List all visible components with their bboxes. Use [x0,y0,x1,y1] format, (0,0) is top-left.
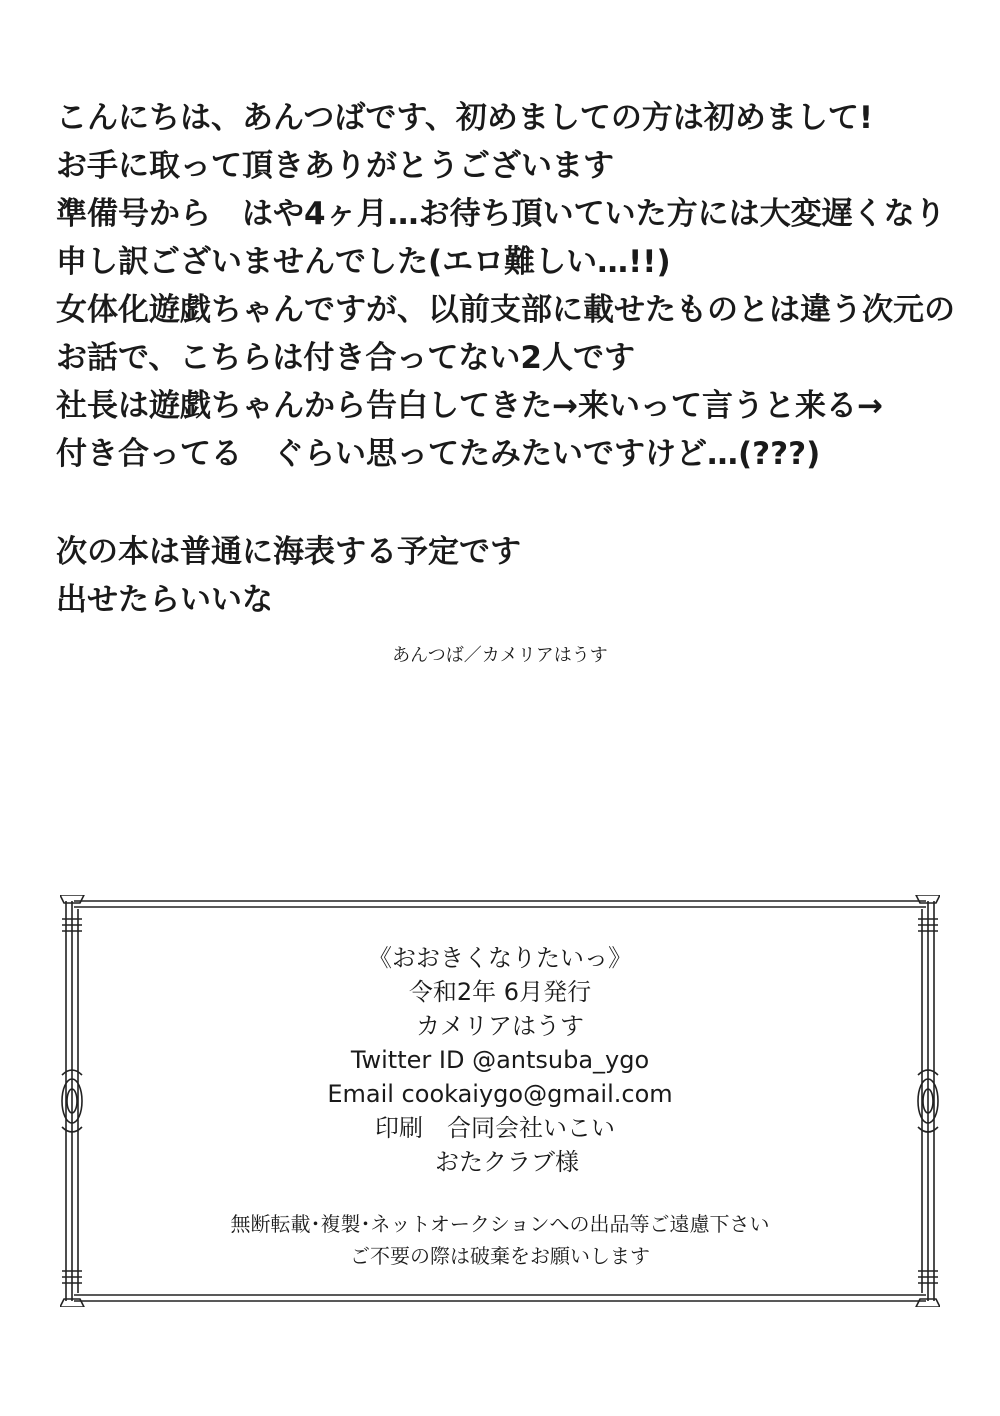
afterword [56,94,955,624]
afterword-closing-line: 出せたらいいな [56,582,273,618]
paragraph-gap [56,478,936,528]
afterword-line: 申し訳ございませんでした(エロ難しい…!!) [56,244,671,280]
afterword-line: 女体化遊戯ちゃんですが、以前支部に載せたものとは違う次元の [56,292,955,328]
afterword-line: お手に取って頂きありがとうございます [56,148,614,184]
afterword-line: こんにちは、あんつばです、初めましての方は初めまして! [56,100,874,136]
disposal-notice: ご不要の際は破棄をお願いします [350,1244,650,1268]
twitter-id: Twitter ID @antsuba_ygo [350,1046,650,1074]
email-address: Email cookaiygo@gmail.com [327,1080,673,1108]
afterword-closing-line: 次の本は普通に海表する予定です [56,534,521,570]
printer-name: 印刷 合同会社いこい [375,1114,615,1142]
reproduction-notice: 無断転載･複製･ネットオークションへの出品等ご遠慮下さい [230,1212,770,1236]
book-title: 《おおきくなりたいっ》 [368,944,632,972]
author-signature: あんつば／カメリアはうす [392,645,608,666]
afterword-line: 社長は遊戯ちゃんから告白してきた→来いって言うと来る→ [56,388,883,424]
afterword-line: 準備号から はや4ヶ月…お待ち頂いていた方には大変遅くなり [56,196,946,232]
afterword-line: 付き合ってる ぐらい思ってたみたいですけど…(???) [56,436,821,472]
afterword-line: お話で、こちらは付き合ってない2人です [56,340,635,376]
circle-name: カメリアはうす [416,1012,584,1040]
printer-subtitle: おたクラブ様 [435,1148,579,1176]
publication-date: 令和2年 6月発行 [408,978,592,1006]
